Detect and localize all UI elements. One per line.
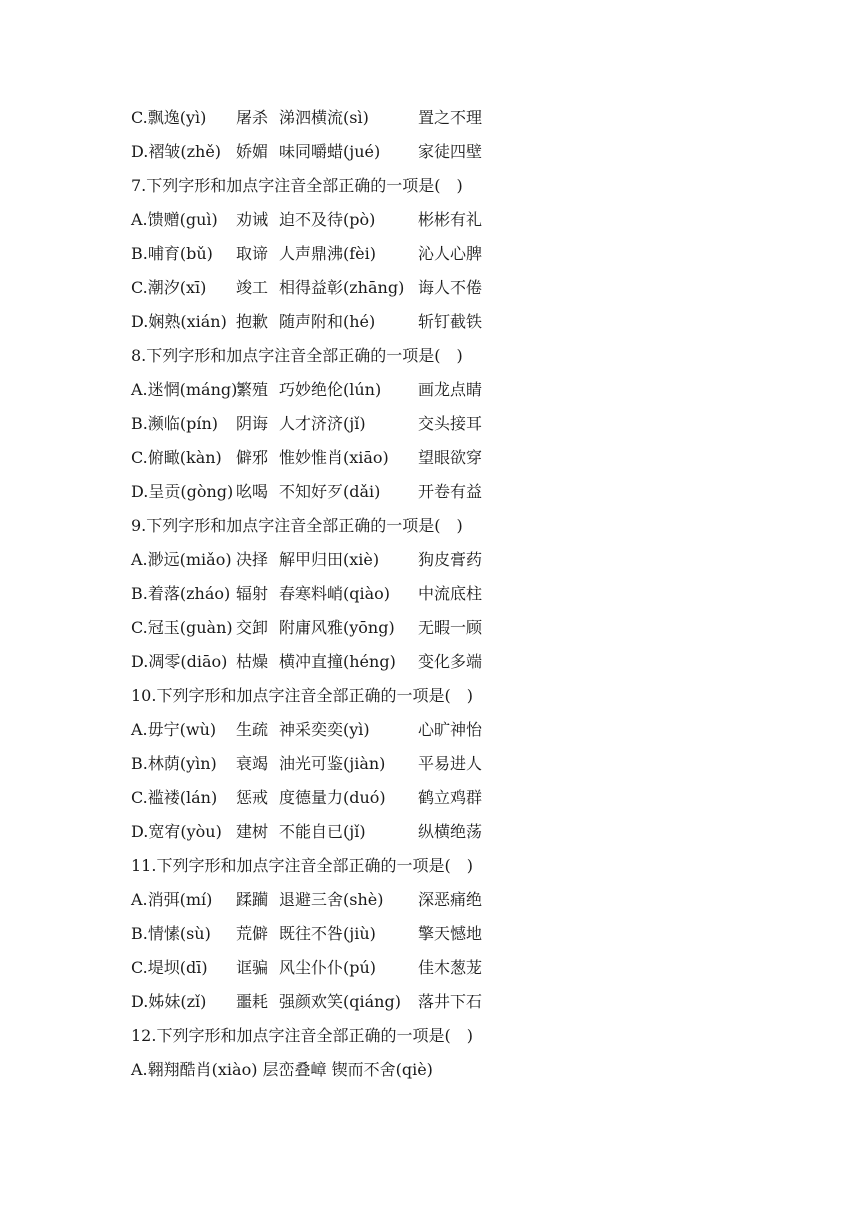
option-cell: B.哺育(bǔ)	[131, 244, 213, 263]
option-cell: C.俯瞰(kàn)	[131, 448, 222, 467]
option-cell: 开卷有益	[418, 482, 483, 501]
option-cell: 无暇一顾	[418, 618, 483, 637]
option-cell: 深恶痛绝	[418, 890, 483, 909]
option-cell: 决择	[236, 550, 269, 569]
option-cell: 望眼欲穿	[418, 448, 483, 467]
option-cell: 繁殖	[236, 380, 269, 399]
option-cell: 屠杀	[236, 108, 269, 127]
answer-option	[131, 1053, 811, 1087]
option-cell: 劝诫	[236, 210, 269, 229]
answer-option	[131, 305, 811, 339]
option-cell: 僻邪	[236, 448, 269, 467]
option-cell: C.冠玉(guàn)	[131, 618, 233, 637]
option-cell: C.褴褛(lán)	[131, 788, 218, 807]
option-cell: 春寒料峭(qiào)	[279, 584, 391, 603]
option-cell: A.馈赠(guì)	[131, 210, 218, 229]
option-cell: 衰竭	[236, 754, 269, 773]
answer-option	[131, 985, 811, 1019]
option-cell: 度德量力(duó)	[279, 788, 386, 807]
option-cell: C.堤坝(dī)	[131, 958, 208, 977]
answer-option	[131, 543, 811, 577]
option-cell: 味同嚼蜡(jué)	[279, 142, 381, 161]
option-cell: 竣工	[236, 278, 269, 297]
option-cell: C.飘逸(yì)	[131, 108, 207, 127]
question-text: 10.下列字形和加点字注音全部正确的一项是( )	[131, 686, 473, 705]
option-cell: D.娴熟(xián)	[131, 312, 227, 331]
answer-option	[131, 917, 811, 951]
option-cell: D.凋零(diāo)	[131, 652, 228, 671]
option-cell: 迫不及待(pò)	[279, 210, 376, 229]
answer-option	[131, 475, 811, 509]
option-cell: 斩钉截铁	[418, 312, 483, 331]
answer-option	[131, 951, 811, 985]
answer-option	[131, 747, 811, 781]
option-cell: 不知好歹(dǎi)	[279, 482, 381, 501]
answer-option	[131, 271, 811, 305]
option-cell: B.着落(zháo)	[131, 584, 231, 603]
option-cell: 横冲直撞(héng)	[279, 652, 396, 671]
option-cell: D.宽宥(yòu)	[131, 822, 222, 841]
question-text: 9.下列字形和加点字注音全部正确的一项是( )	[131, 516, 463, 535]
document-page	[131, 101, 811, 1087]
answer-option	[131, 101, 811, 135]
option-cell: 沁人心脾	[418, 244, 483, 263]
answer-option	[131, 441, 811, 475]
option-cell: 巧妙绝伦(lún)	[279, 380, 382, 399]
option-cell: 纵横绝荡	[418, 822, 483, 841]
option-cell: 附庸风雅(yōng)	[279, 618, 395, 637]
question-stem	[131, 169, 811, 203]
option-cell: B.情愫(sù)	[131, 924, 211, 943]
option-cell: D.姊妹(zǐ)	[131, 992, 207, 1011]
option-cell: 人才济济(jǐ)	[279, 414, 366, 433]
answer-option	[131, 203, 811, 237]
option-cell: 惩戒	[236, 788, 269, 807]
option-cell: 吆喝	[236, 482, 269, 501]
option-cell: 油光可鉴(jiàn)	[279, 754, 386, 773]
option-cell: 风尘仆仆(pú)	[279, 958, 377, 977]
option-cell: 相得益彰(zhāng)	[279, 278, 405, 297]
question-stem	[131, 849, 811, 883]
option-cell: A.毋宁(wù)	[131, 720, 217, 739]
option-cell: 人声鼎沸(fèi)	[279, 244, 376, 263]
option-cell: D.呈贡(gòng)	[131, 482, 234, 501]
option-cell: 交卸	[236, 618, 269, 637]
answer-option	[131, 577, 811, 611]
option-cell: 抱歉	[236, 312, 269, 331]
question-text: 8.下列字形和加点字注音全部正确的一项是( )	[131, 346, 463, 365]
answer-option	[131, 713, 811, 747]
option-cell: 落井下石	[418, 992, 483, 1011]
option-cell: 既往不咎(jiù)	[279, 924, 376, 943]
option-cell: 退避三舍(shè)	[279, 890, 384, 909]
option-cell: 阴诲	[236, 414, 269, 433]
option-cell: 娇媚	[236, 142, 269, 161]
option-cell: A.渺远(miǎo)	[131, 550, 232, 569]
option-cell: D.褶皱(zhě)	[131, 142, 222, 161]
option-cell: 置之不理	[418, 108, 483, 127]
answer-option	[131, 135, 811, 169]
option-cell: 荒僻	[236, 924, 269, 943]
option-cell: 心旷神怡	[418, 720, 483, 739]
answer-option	[131, 815, 811, 849]
option-cell: A.消弭(mí)	[131, 890, 213, 909]
question-text: 11.下列字形和加点字注音全部正确的一项是( )	[131, 856, 473, 875]
answer-option	[131, 237, 811, 271]
option-cell: B.林荫(yìn)	[131, 754, 217, 773]
option-cell: 惟妙惟肖(xiāo)	[279, 448, 389, 467]
option-cell: 彬彬有礼	[418, 210, 483, 229]
option-cell: 平易进人	[418, 754, 483, 773]
option-cell: C.潮汐(xī)	[131, 278, 207, 297]
answer-option	[131, 373, 811, 407]
option-cell: 建树	[236, 822, 269, 841]
option-cell: 随声附和(hé)	[279, 312, 376, 331]
answer-option	[131, 407, 811, 441]
option-cell: 蹂躏	[236, 890, 269, 909]
question-stem	[131, 679, 811, 713]
question-stem	[131, 1019, 811, 1053]
option-cell: 枯燥	[236, 652, 269, 671]
option-cell: 解甲归田(xiè)	[279, 550, 380, 569]
option-cell: 鹤立鸡群	[418, 788, 483, 807]
option-cell: 不能自已(jǐ)	[279, 822, 366, 841]
option-cell: 佳木葱茏	[418, 958, 483, 977]
option-cell: 诓骗	[236, 958, 269, 977]
option-cell: B.濒临(pín)	[131, 414, 218, 433]
answer-option	[131, 645, 811, 679]
question-text: 12.下列字形和加点字注音全部正确的一项是( )	[131, 1026, 473, 1045]
option-cell: 家徒四壁	[418, 142, 483, 161]
option-cell: 诲人不倦	[418, 278, 483, 297]
answer-option	[131, 883, 811, 917]
option-cell: 画龙点睛	[418, 380, 483, 399]
question-text: 7.下列字形和加点字注音全部正确的一项是( )	[131, 176, 463, 195]
answer-option	[131, 781, 811, 815]
option-cell: 交头接耳	[418, 414, 483, 433]
option-cell: A.迷惘(máng)	[131, 380, 238, 399]
option-cell: 中流底柱	[418, 584, 483, 603]
option-cell: 取谛	[236, 244, 269, 263]
question-stem	[131, 339, 811, 373]
option-cell: 生疏	[236, 720, 269, 739]
option-cell: 涕泗横流(sì)	[279, 108, 369, 127]
option-cell: 擎天憾地	[418, 924, 483, 943]
question-stem	[131, 509, 811, 543]
option-cell: 噩耗	[236, 992, 269, 1011]
option-cell: 变化多端	[418, 652, 483, 671]
option-cell: 强颜欢笑(qiáng)	[279, 992, 401, 1011]
option-cell: 狗皮膏药	[418, 550, 483, 569]
option-cell: 神采奕奕(yì)	[279, 720, 370, 739]
option-cell: 辐射	[236, 584, 269, 603]
option-cell: A.翱翔酷肖(xiào) 层峦叠嶂 锲而不舍(qiè)	[131, 1060, 433, 1079]
answer-option	[131, 611, 811, 645]
